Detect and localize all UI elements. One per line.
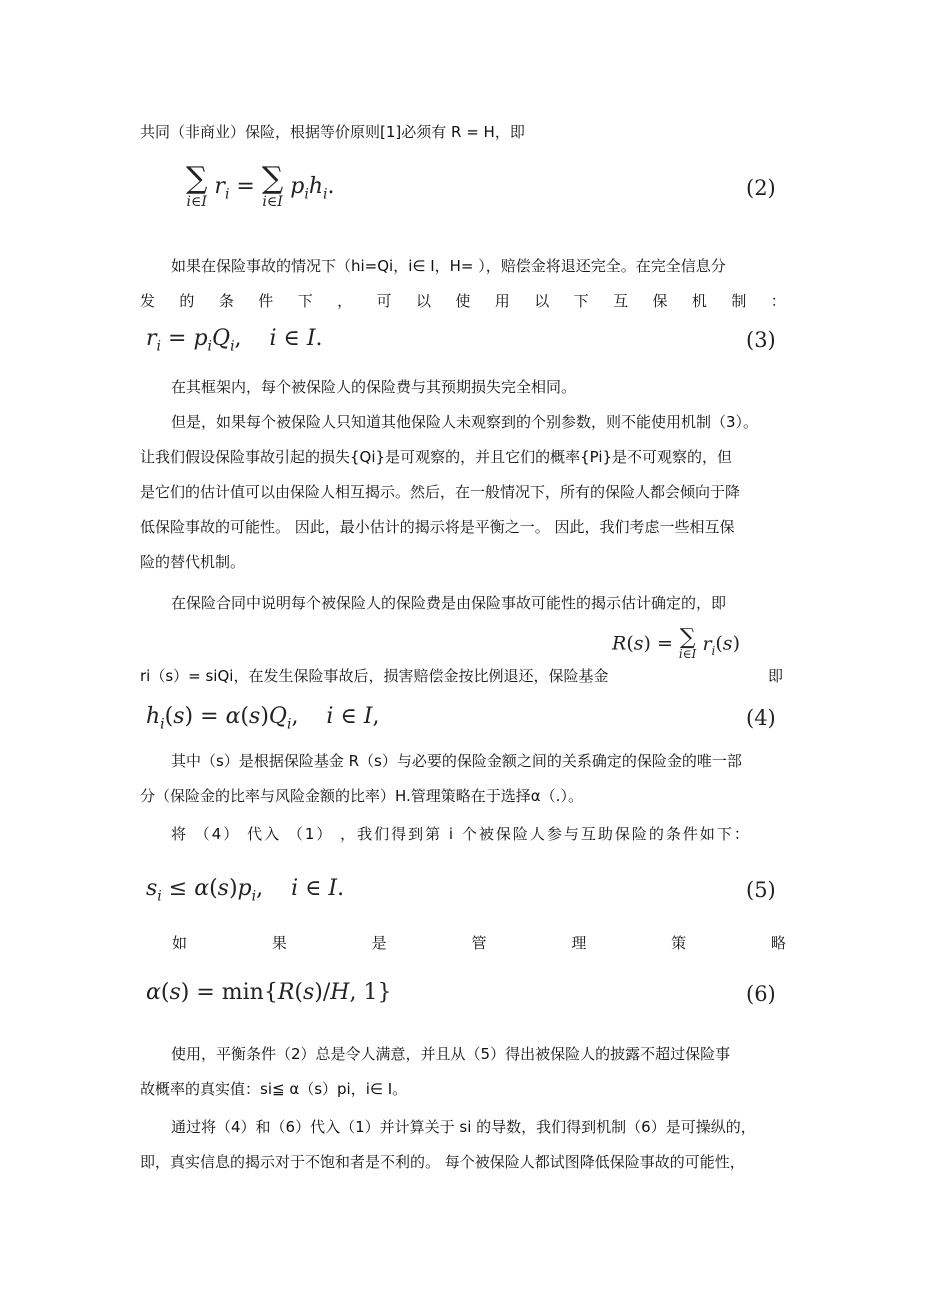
paragraph-line: 即，真实信息的揭示对于不饱和者是不利的。 每个被保险人都试图降低保险事故的可能性， [140, 1153, 745, 1171]
justified-char: 以 [415, 292, 431, 310]
equation-number: (4) [746, 706, 776, 730]
justified-char: 果 [271, 934, 287, 952]
equation-number: (3) [746, 328, 776, 352]
equation-6: α(s) = min{R(s)/H, 1} [146, 980, 392, 1005]
justified-char: 下 [297, 292, 313, 310]
justified-char: 机 [691, 292, 707, 310]
equation-number: (5) [746, 878, 776, 902]
paragraph-line: 在保险合同中说明每个被保险人的保险费是由保险事故可能性的揭示估计确定的，即 [171, 594, 727, 612]
paragraph-line: 是它们的估计值可以由保险人相互揭示。然后，在一般情况下，所有的保险人都会倾向于降 [140, 483, 741, 501]
justified-char: ， [337, 292, 353, 310]
justified-line [140, 291, 786, 311]
justified-char: 以 [534, 292, 550, 310]
justified-char: ： [770, 292, 786, 310]
justified-char: 件 [258, 292, 274, 310]
justified-char: 使 [455, 292, 471, 310]
justified-char: 发 [140, 292, 156, 310]
justified-char: 略 [770, 934, 786, 952]
justified-char: 策 [671, 934, 687, 952]
paragraph-line: ri（s）= siQi，在发生保险事故后，损害赔偿金按比例退还，保险基金 [140, 667, 609, 685]
justified-char: 保 [652, 292, 668, 310]
paragraph-line: 共同（非商业）保险，根据等价原则[1]必须有 R = H，即 [140, 123, 525, 141]
equation-5: $s_i \le \alpha(s)p_i$, i ∈ I. [146, 876, 345, 905]
justified-char: 用 [494, 292, 510, 310]
equation-number: (2) [746, 176, 776, 200]
justified-char: 是 [371, 934, 387, 952]
justified-char: 管 [471, 934, 487, 952]
paragraph-line: 让我们假设保险事故引起的损失{Qi}是可观察的，并且它们的概率{Pi}是不可观察的，但 [140, 448, 733, 466]
paragraph-line: 分（保险金的比率与风险金额的比率）H.管理策略在于选择α（.）。 [140, 787, 583, 805]
paragraph-line: 险的替代机制。 [140, 553, 246, 571]
equation-4: $h_i(s) = \alpha(s)Q_i$, i ∈ I, [146, 704, 380, 733]
justified-char: 理 [571, 934, 587, 952]
paragraph-line: 其中（s）是根据保险基金 R（s）与必要的保险金额之间的关系确定的保险金的唯一部 [171, 752, 742, 770]
paragraph-line: 但是，如果每个被保险人只知道其他保险人未观察到的个别参数，则不能使用机制（3）。 [171, 413, 759, 431]
paragraph-line: 通过将（4）和（6）代入（1）并计算关于 si 的导数，我们得到机制（6）是可操纵的， [171, 1118, 756, 1136]
justified-line [172, 933, 786, 953]
fund-formula: R(s) = ∑ i∈I $r_i(s)$ [612, 625, 740, 661]
sum-symbol: ∑ i∈I [678, 625, 697, 661]
justified-char: 的 [179, 292, 195, 310]
justified-char: 下 [573, 292, 589, 310]
paragraph-line: 故概率的真实值：si≦ α（s）pi，i∈ I。 [140, 1080, 408, 1098]
paragraph-line-end: 即 [768, 667, 784, 685]
paragraph-line: 低保险事故的可能性。 因此，最小估计的揭示将是平衡之一。 因此，我们考虑一些相互保 [140, 518, 735, 536]
justified-char: 互 [613, 292, 629, 310]
paragraph-line: 在其框架内，每个被保险人的保险费与其预期损失完全相同。 [171, 378, 577, 396]
justified-char: 条 [218, 292, 234, 310]
justified-char: 如 [172, 934, 188, 952]
paragraph-line: 使用，平衡条件（2）总是令人满意，并且从（5）得出被保险人的披露不超过保险事 [171, 1045, 731, 1063]
sum-symbol: ∑ i∈I [261, 161, 284, 210]
equation-3: $r_i = p_iQ_i$, i ∈ I. [146, 326, 323, 355]
equation-2: ∑ i∈I $r_i$ = ∑ i∈I $p_ih_i$. [186, 161, 335, 210]
paragraph-line: 将 （4） 代入 （1） ，我们得到第 i 个被保险人参与互助保险的条件如下： [171, 825, 751, 843]
equation-number: (6) [746, 982, 776, 1006]
paragraph-line: 如果在保险事故的情况下（hi=Qi，i∈ I，H= ），赔偿金将退还完全。在完全信息分 [171, 257, 726, 275]
sum-symbol: ∑ i∈I [186, 161, 208, 210]
justified-char: 可 [376, 292, 392, 310]
justified-char: 制 [731, 292, 747, 310]
